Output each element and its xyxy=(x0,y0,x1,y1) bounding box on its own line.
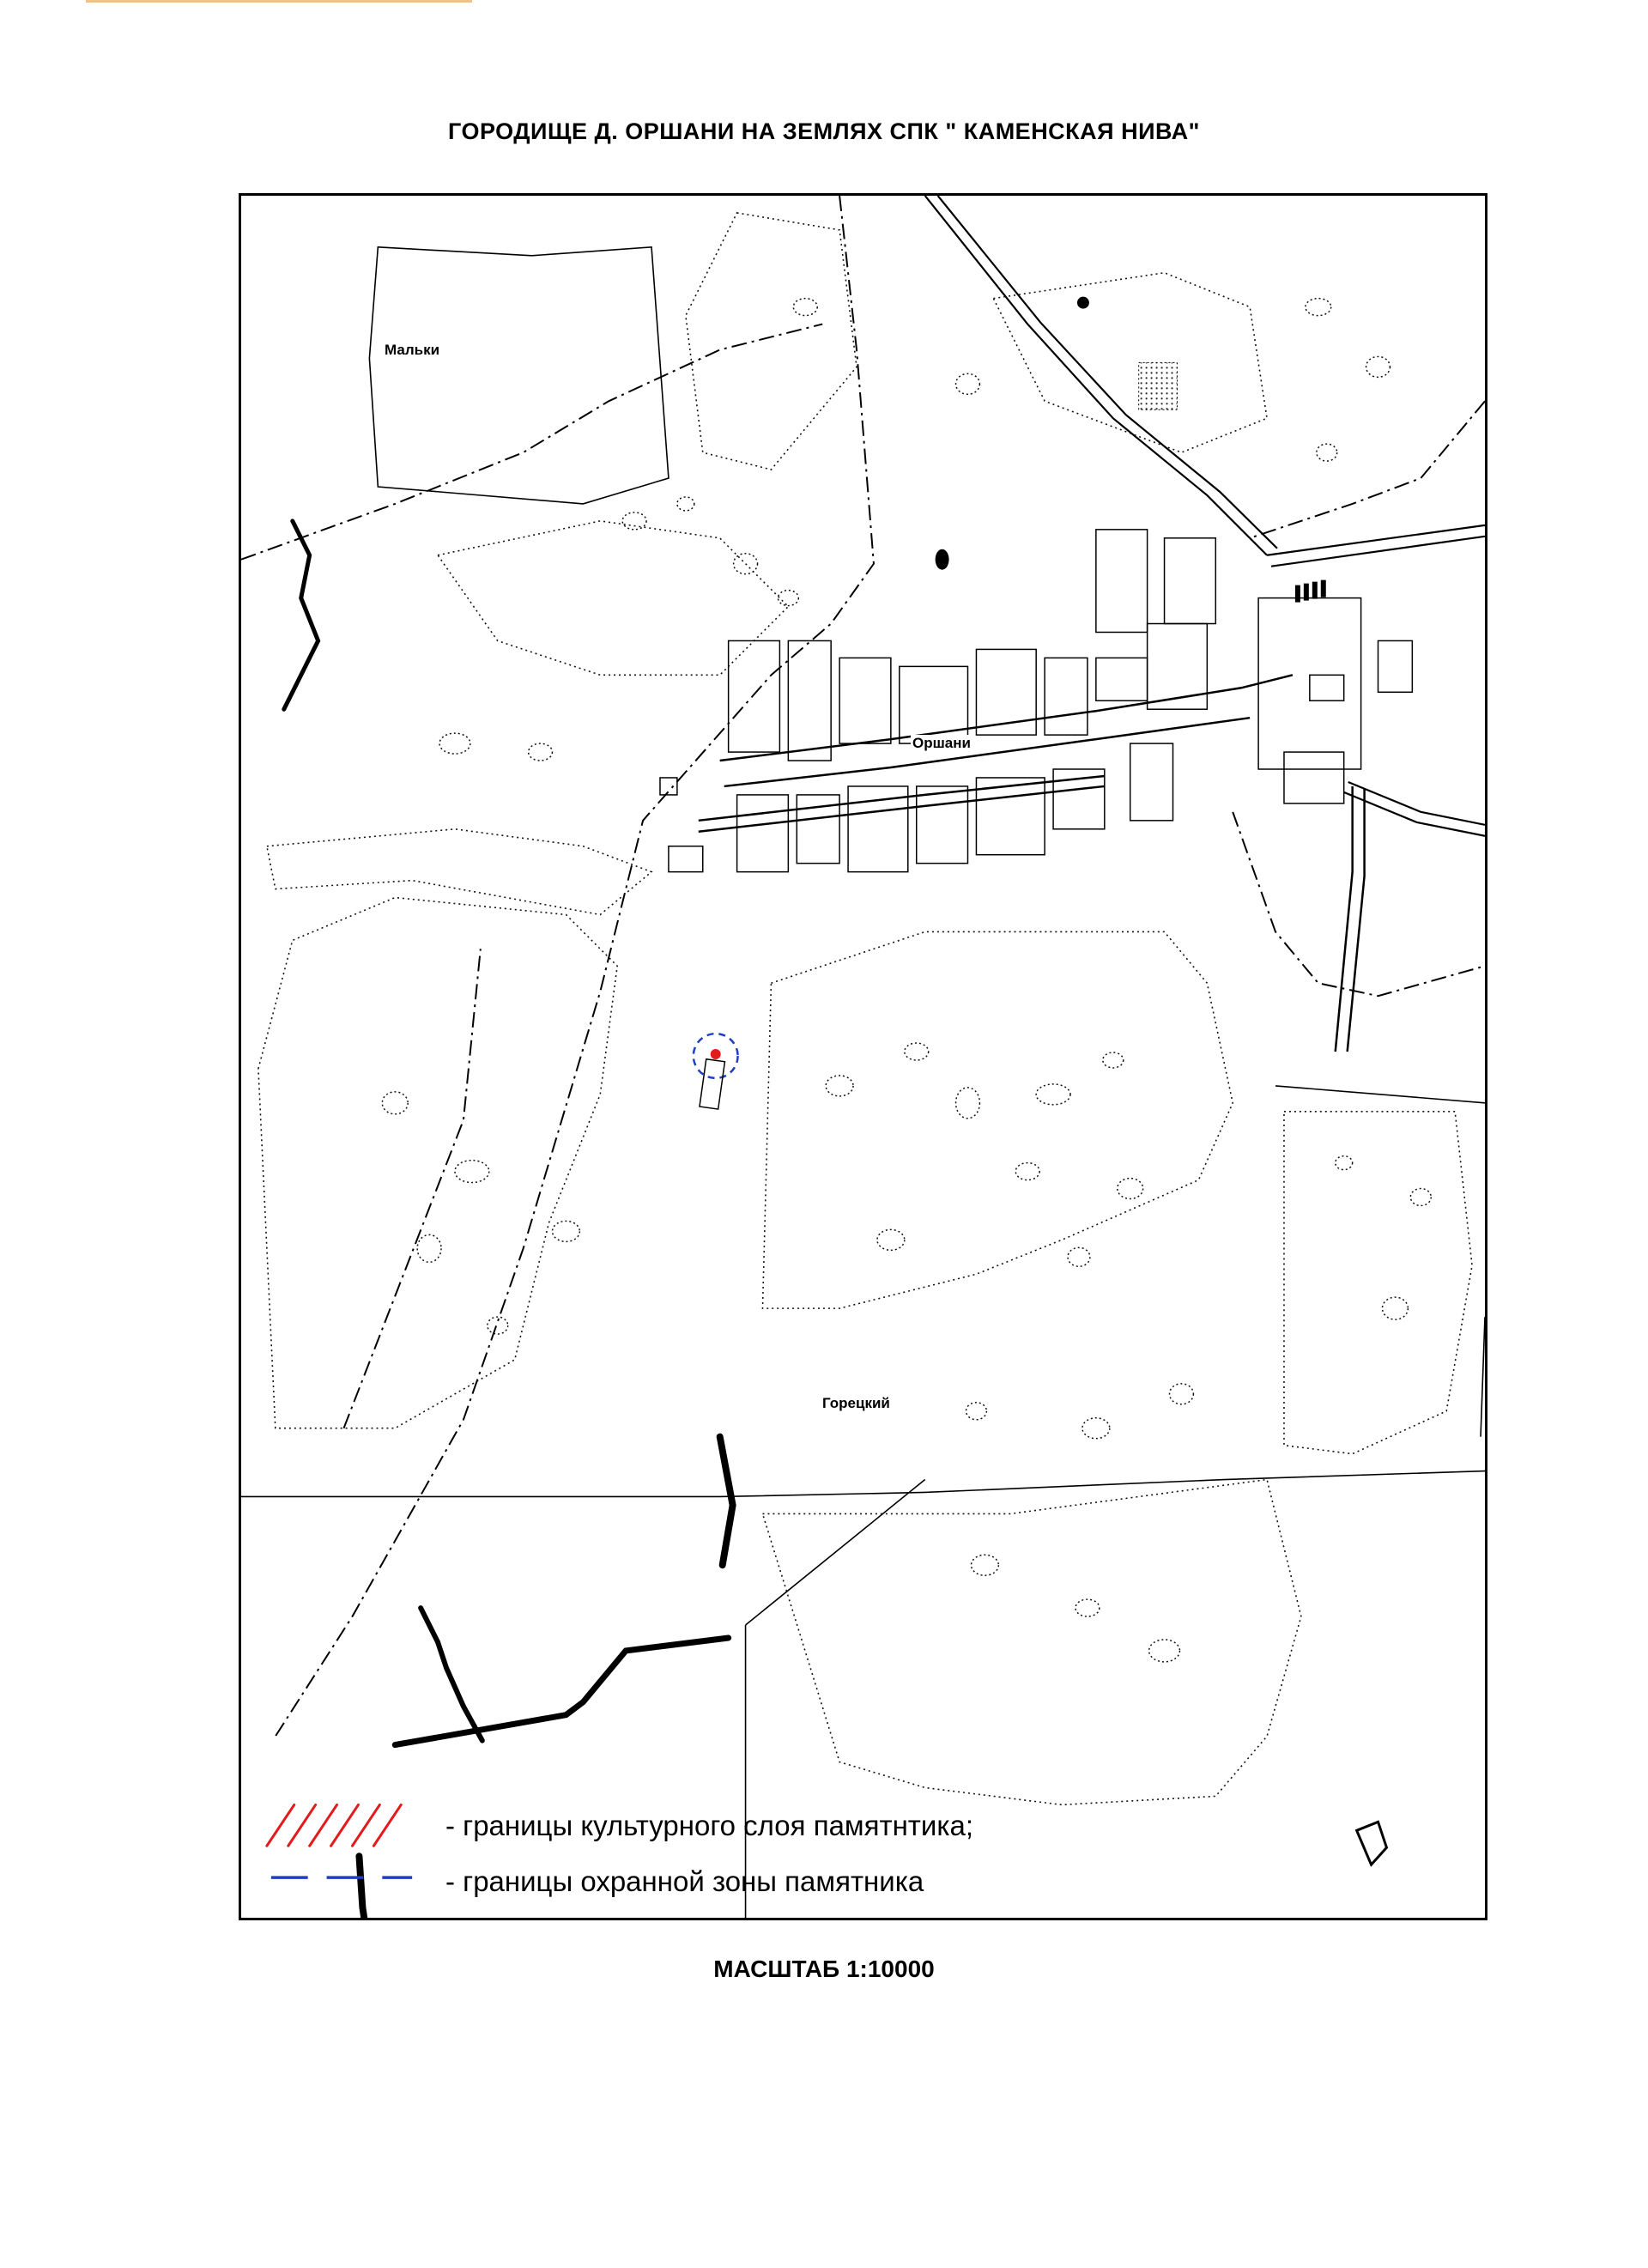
scan-edge-mark xyxy=(86,0,472,3)
ditches xyxy=(284,521,733,1918)
label-orshani: Оршани xyxy=(912,735,971,751)
label-goretsky: Горецкий xyxy=(822,1395,890,1411)
monument-plot xyxy=(700,1059,724,1109)
swamp-patch xyxy=(1139,362,1178,409)
village-plots xyxy=(660,530,1412,872)
monument-point xyxy=(711,1049,721,1059)
map-scale: МАСШТАБ 1:10000 xyxy=(713,1956,935,1982)
legend-protection-zone-label: - границы охранной зоны памятника xyxy=(445,1865,924,1897)
building-blocks xyxy=(936,297,1326,603)
road-northeast xyxy=(925,196,1277,555)
legend-cultural-layer-symbol xyxy=(267,1804,401,1846)
field-boundaries xyxy=(241,247,1485,1918)
administrative-boundaries xyxy=(241,196,1485,1737)
legend-cultural-layer-label: - границы культурного слоя памятнтика; xyxy=(445,1810,974,1841)
road-south xyxy=(1336,786,1365,1052)
pond-outline xyxy=(1357,1822,1387,1865)
map-frame xyxy=(239,193,1487,1920)
map-title: ГОРОДИЩЕ Д. ОРШАНИ НА ЗЕМЛЯХ СПК " КАМЕНСКАЯ НИВА" xyxy=(448,118,1200,144)
map-drawing xyxy=(241,196,1485,1918)
road-east xyxy=(1267,525,1485,567)
label-malki: Мальки xyxy=(385,342,440,358)
